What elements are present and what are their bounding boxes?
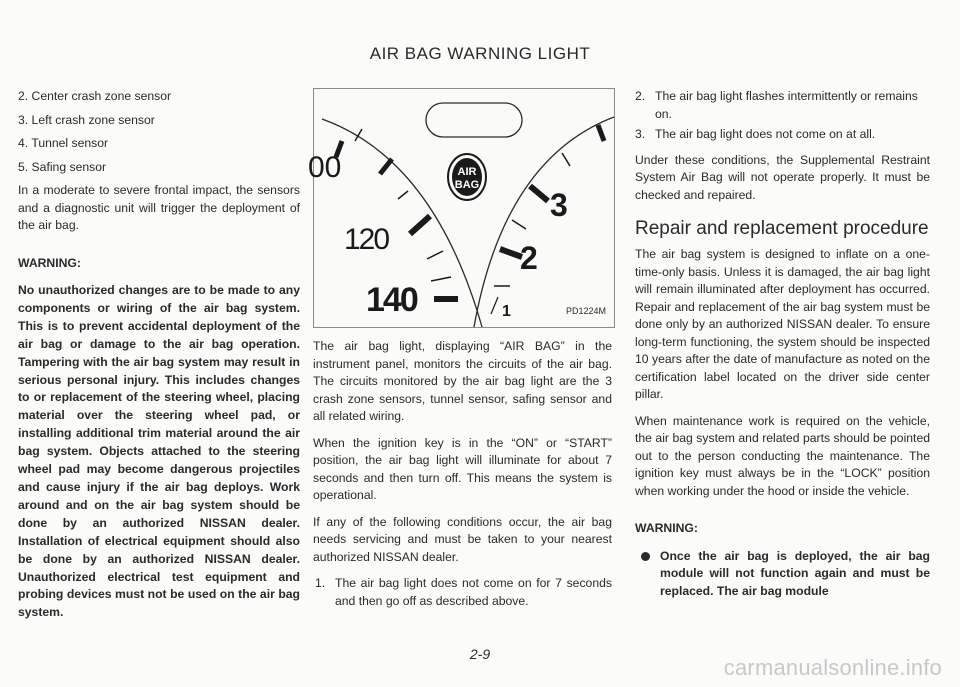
condition-number: 1. <box>315 576 326 590</box>
speed-minor-tick <box>427 251 443 259</box>
condition-number: 3. <box>635 127 646 141</box>
page-title: AIR BAG WARNING LIGHT <box>369 44 591 63</box>
section-heading: Repair and replacement procedure <box>635 218 929 239</box>
condition-item <box>313 575 612 610</box>
warning-bullet-text: Once the air bag is deployed, the air bag module will not function again and must be replaced. The air bag module <box>660 548 930 599</box>
paragraph: If any of the following conditions occur, the air bag needs servicing and must be taken to your nearest authorized NISSAN dealer. <box>313 514 612 564</box>
instrument-panel-figure <box>308 88 615 328</box>
warning-text: No unauthorized changes are to be made to any components or wiring of the air bag system. This is to prevent accidental deployment of the air bag or damage to the air bag operation. Tampering with the air bag system may result in serious personal injury. This includes changes to or replacement of the steering wheel, placing material over the steering wheel pad, or installing additional trim material around the air bag system. Objects attached to the steering wheel pad may become dangerous projectiles and cause injury if the air bag deploys. Work around and on the air bag system should be done by an authorized NISSAN dealer. Installation of electrical equipment should also be done by an authorized NISSAN dealer. Unauthorized electrical test equipment and probing devices must not be used on the air bag system. <box>18 283 300 620</box>
speed-minor-tick <box>431 277 451 281</box>
speed-label: 140 <box>366 281 417 319</box>
page-number: 2-9 <box>469 646 491 662</box>
paragraph: The air bag light, displaying “AIR BAG” in the instrument panel, monitors the circuits of the air bag. The circuits monitored by the air bag light are the 3 crash zone sensors, tunnel sensor, safing sensor and all related wiring. <box>313 339 612 423</box>
condition-text: The air bag light does not come on for 7 seconds and then go off as described above. <box>335 576 612 608</box>
condition-item <box>635 126 930 144</box>
repair-paragraph: When maintenance work is required on the vehicle, the air bag system and related parts should be pointed out to the person conducting the maintenance. The ignition key must always be in the “LOCK” position when working under the hood or inside the vehicle. <box>635 413 930 498</box>
conditions-paragraph: Under these conditions, the Supplemental Restraint System Air Bag will not operate properly. It must be checked and repaired. <box>635 152 930 202</box>
list-item: 4. Tunnel sensor <box>18 136 109 150</box>
rpm-minor-tick <box>562 153 570 166</box>
rpm-minor-tick <box>512 220 526 229</box>
warning-heading: WARNING: <box>635 521 698 535</box>
warning-heading: WARNING: <box>18 255 81 270</box>
condition-text: The air bag light does not come on at all. <box>655 127 876 141</box>
rpm-label: 1 <box>502 303 511 320</box>
intro-paragraph: In a moderate to severe frontal impact, the sensors and a diagnostic unit will trigger the deployment of the air bag. <box>18 183 300 232</box>
rpm-major-tick <box>598 125 604 141</box>
condition-item <box>635 88 930 123</box>
watermark: carmanualsonline.info <box>723 655 942 680</box>
middle-column <box>308 88 612 610</box>
figure-code: PD1224M <box>565 305 606 316</box>
speed-minor-tick <box>398 191 408 199</box>
airbag-indicator-line1: AIR <box>457 166 477 178</box>
gauge-illustration <box>308 89 614 327</box>
speed-major-tick <box>380 159 392 174</box>
tachometer-outer-arc <box>474 117 614 327</box>
speed-major-tick <box>410 216 430 234</box>
rpm-major-tick <box>500 249 522 257</box>
rpm-minor-tick <box>491 297 498 314</box>
condition-text: The air bag light flashes intermittently or remains on. <box>655 89 918 121</box>
speed-label: 120 <box>344 223 389 256</box>
speed-label: 00 <box>308 151 342 184</box>
rpm-label: 3 <box>550 187 568 223</box>
condition-number: 2. <box>635 89 646 103</box>
list-item: 5. Safing sensor <box>18 159 107 174</box>
bullet-icon <box>641 552 650 561</box>
rpm-major-tick <box>530 186 548 201</box>
repair-paragraph: The air bag system is designed to inflate on a one-time-only basis. Unless it is damaged, the air bag light will remain illuminated after deployment has occurred. Repair and replacement of the air bag system must be done only by an authorized NISSAN dealer. To ensure long-term functioning, the system should be inspected 10 years after the date of manufacture as noted on the certification label located on the driver side center pillar. <box>635 247 930 401</box>
list-item: 2. Center crash zone sensor <box>18 89 172 103</box>
warning-bullet <box>635 548 930 602</box>
paragraph: When the ignition key is in the “ON” or “START” position, the air bag light will illuminate for about 7 seconds and then turn off. This means the system is operational. <box>313 435 612 502</box>
odometer-window <box>426 103 522 137</box>
rpm-label: 2 <box>520 240 538 276</box>
left-column <box>18 88 300 622</box>
right-column <box>635 88 930 601</box>
airbag-indicator-line2: BAG <box>454 179 480 191</box>
list-item: 3. Left crash zone sensor <box>18 112 155 127</box>
